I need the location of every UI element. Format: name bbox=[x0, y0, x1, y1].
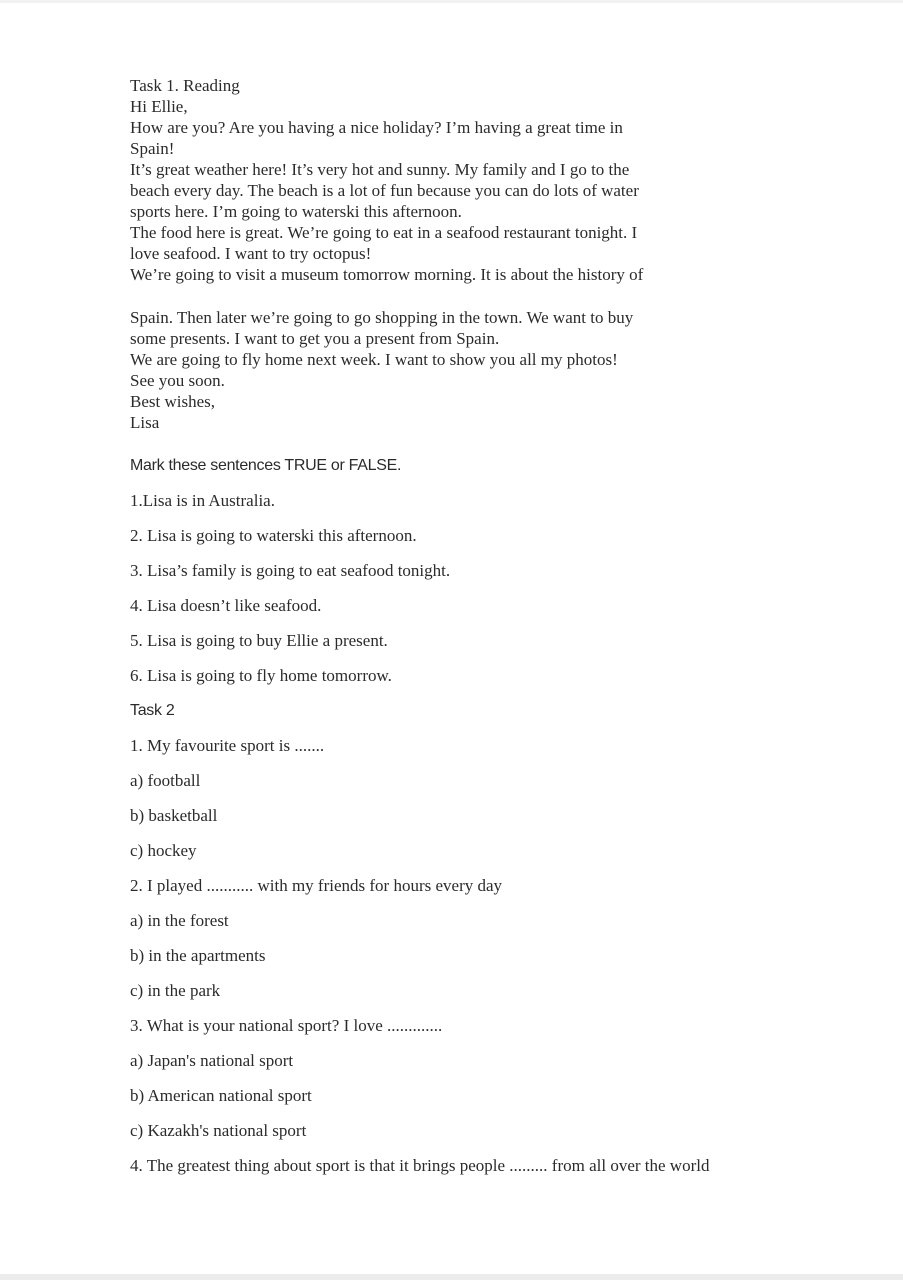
document-body bbox=[130, 75, 780, 1175]
letter-line: Spain! bbox=[130, 139, 175, 158]
statement-item: 5. Lisa is going to buy Ellie a present. bbox=[130, 631, 388, 650]
letter-gap bbox=[130, 285, 780, 307]
letter-line: love seafood. I want to try octopus! bbox=[130, 244, 372, 263]
option-line: c) in the park bbox=[130, 981, 221, 1000]
task2-title: Task 2 bbox=[130, 702, 175, 719]
option-line: a) football bbox=[130, 771, 201, 790]
true-false-instruction: Mark these sentences TRUE or FALSE. bbox=[130, 457, 402, 474]
letter-line: Best wishes, bbox=[130, 392, 215, 411]
letter-line: We are going to fly home next week. I want to show you all my photos! bbox=[130, 350, 618, 369]
letter-line: beach every day. The beach is a lot of fun because you can do lots of water bbox=[130, 181, 639, 200]
letter-line: We’re going to visit a museum tomorrow morning. It is about the history of bbox=[130, 265, 644, 284]
page-bottom-edge bbox=[0, 1274, 903, 1280]
question-line: 4. The greatest thing about sport is that it brings people ......... from all over the world bbox=[130, 1156, 710, 1175]
option-line: c) hockey bbox=[130, 841, 197, 860]
question-line: 3. What is your national sport? I love ............. bbox=[130, 1016, 443, 1035]
statement-item: 6. Lisa is going to fly home tomorrow. bbox=[130, 666, 392, 685]
option-line: b) basketball bbox=[130, 806, 218, 825]
question-line: 1. My favourite sport is ....... bbox=[130, 736, 325, 755]
letter-line: How are you? Are you having a nice holiday? I’m having a great time in bbox=[130, 118, 623, 137]
letter-line: sports here. I’m going to waterski this afternoon. bbox=[130, 202, 462, 221]
letter-line: See you soon. bbox=[130, 371, 225, 390]
task1-title: Task 1. Reading bbox=[130, 76, 240, 95]
option-line: a) Japan's national sport bbox=[130, 1051, 294, 1070]
option-line: a) in the forest bbox=[130, 911, 229, 930]
letter-line: some presents. I want to get you a present from Spain. bbox=[130, 329, 500, 348]
question-line: 2. I played ........... with my friends for hours every day bbox=[130, 876, 503, 895]
letter-text bbox=[130, 96, 780, 433]
statement-item: 3. Lisa’s family is going to eat seafood tonight. bbox=[130, 561, 451, 580]
letter-line: Spain. Then later we’re going to go shopping in the town. We want to buy bbox=[130, 308, 634, 327]
letter-line: It’s great weather here! It’s very hot and sunny. My family and I go to the bbox=[130, 160, 630, 179]
letter-signature: Lisa bbox=[130, 413, 160, 432]
option-line: b) in the apartments bbox=[130, 946, 266, 965]
letter-line: The food here is great. We’re going to eat in a seafood restaurant tonight. I bbox=[130, 223, 638, 242]
letter-line: Hi Ellie, bbox=[130, 97, 188, 116]
page-top-edge bbox=[0, 0, 903, 3]
statement-item: 2. Lisa is going to waterski this afternoon. bbox=[130, 526, 417, 545]
option-line: b) American national sport bbox=[130, 1086, 312, 1105]
statement-item: 1.Lisa is in Australia. bbox=[130, 491, 275, 510]
option-line: c) Kazakh's national sport bbox=[130, 1121, 307, 1140]
statement-item: 4. Lisa doesn’t like seafood. bbox=[130, 596, 322, 615]
